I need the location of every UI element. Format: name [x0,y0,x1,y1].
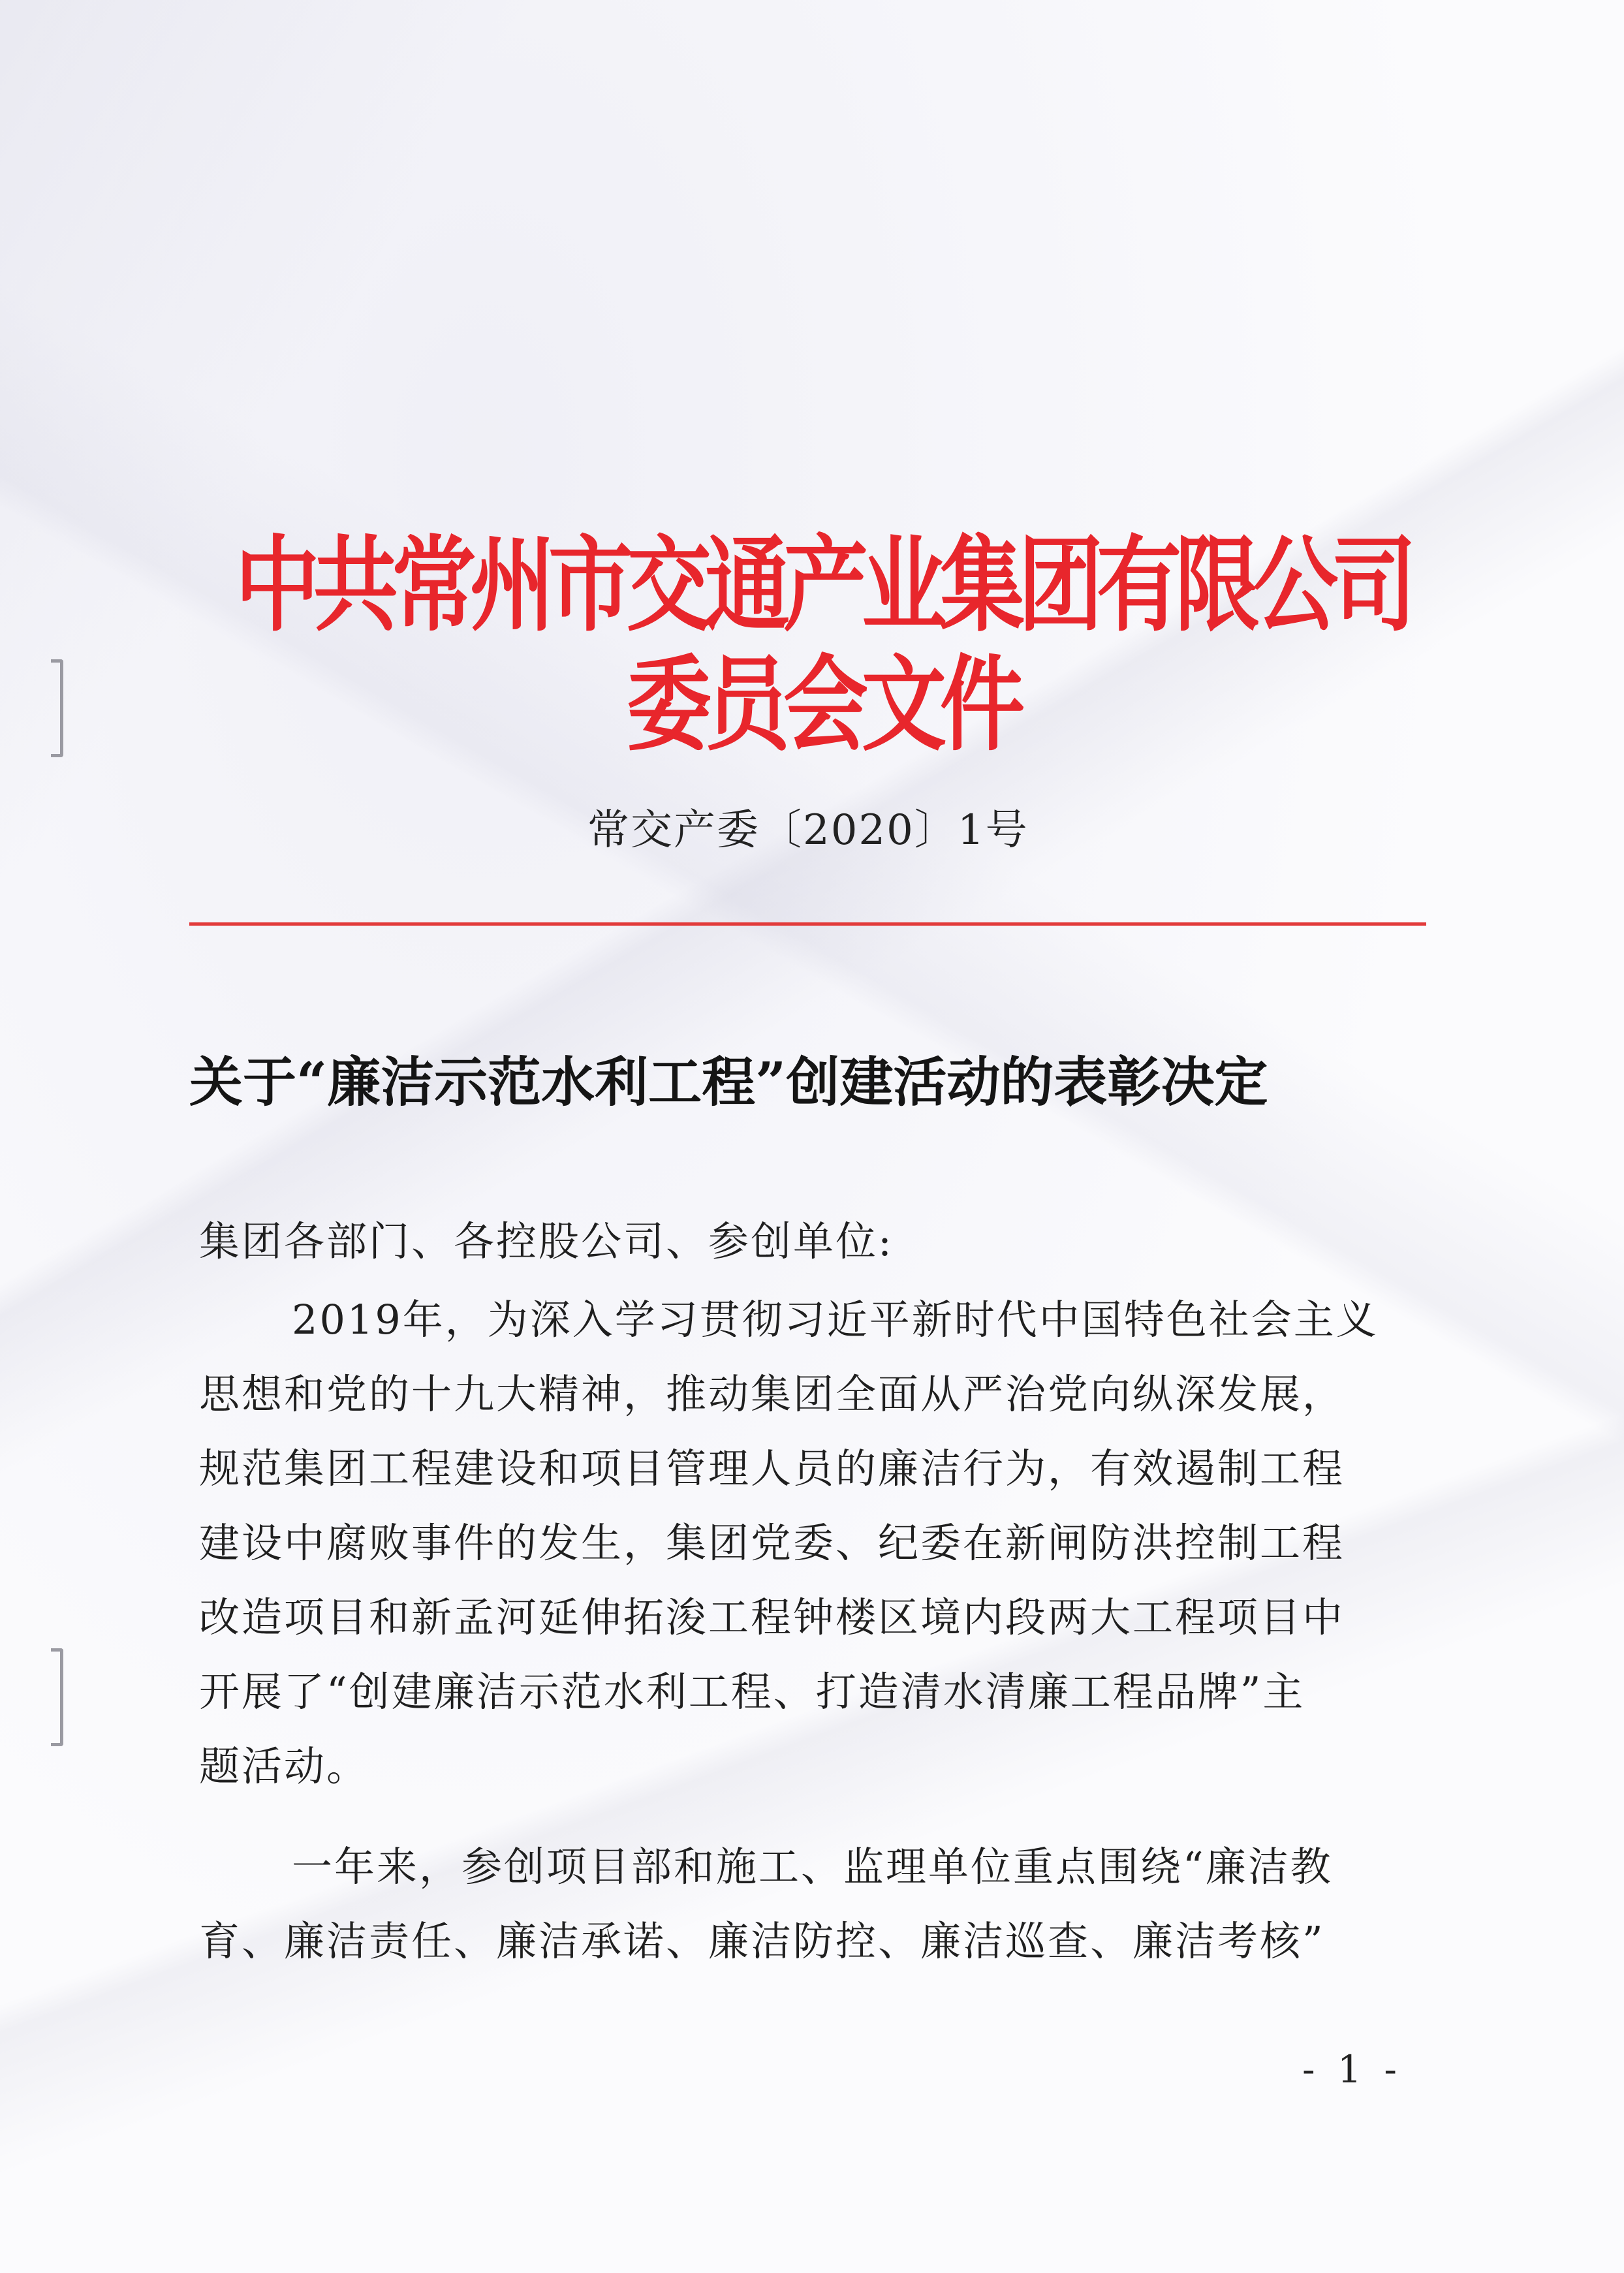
paragraph-line: 育、廉洁责任、廉洁承诺、廉洁防控、廉洁巡查、廉洁考核” [199,1917,1325,1965]
page-number: - 1 - [1302,2047,1402,2092]
staple-icon [51,1648,63,1746]
body-paragraph-1 [199,1287,1416,1810]
salutation: 集团各部门、各控股公司、参创单位: [199,1217,894,1265]
paragraph-line: 开展了“创建廉洁示范水利工程、打造清水清廉工程品牌”主 [199,1668,1305,1716]
document-title: 关于“廉洁示范水利工程”创建活动的表彰决定 [189,1051,1268,1114]
document-number: 常交产委〔2020〕1号 [587,806,1029,854]
paragraph-line: 题活动。 [199,1742,369,1790]
paragraph-line: 改造项目和新孟河延伸拓浚工程钟楼区境内段两大工程项目中 [199,1593,1345,1641]
paragraph-line: 规范集团工程建设和项目管理人员的廉洁行为，有效遏制工程 [199,1445,1345,1492]
paragraph-line: 思想和党的十九大精神，推动集团全面从严治党向纵深发展， [199,1370,1345,1418]
body-paragraph-2 [199,1834,1416,1984]
paragraph-line: 2019年，为深入学习贯彻习近平新时代中国特色社会主义 [292,1296,1379,1343]
paragraph-line: 建设中腐败事件的发生，集团党委、纪委在新闸防洪控制工程 [199,1519,1345,1567]
red-header-title: 中共常州市交通产业集团有限公司委员会文件 [234,524,1410,766]
paragraph-line: 一年来，参创项目部和施工、监理单位重点围绕“廉洁教 [292,1843,1333,1890]
staple-icon [51,659,63,757]
red-divider-line [189,922,1426,926]
